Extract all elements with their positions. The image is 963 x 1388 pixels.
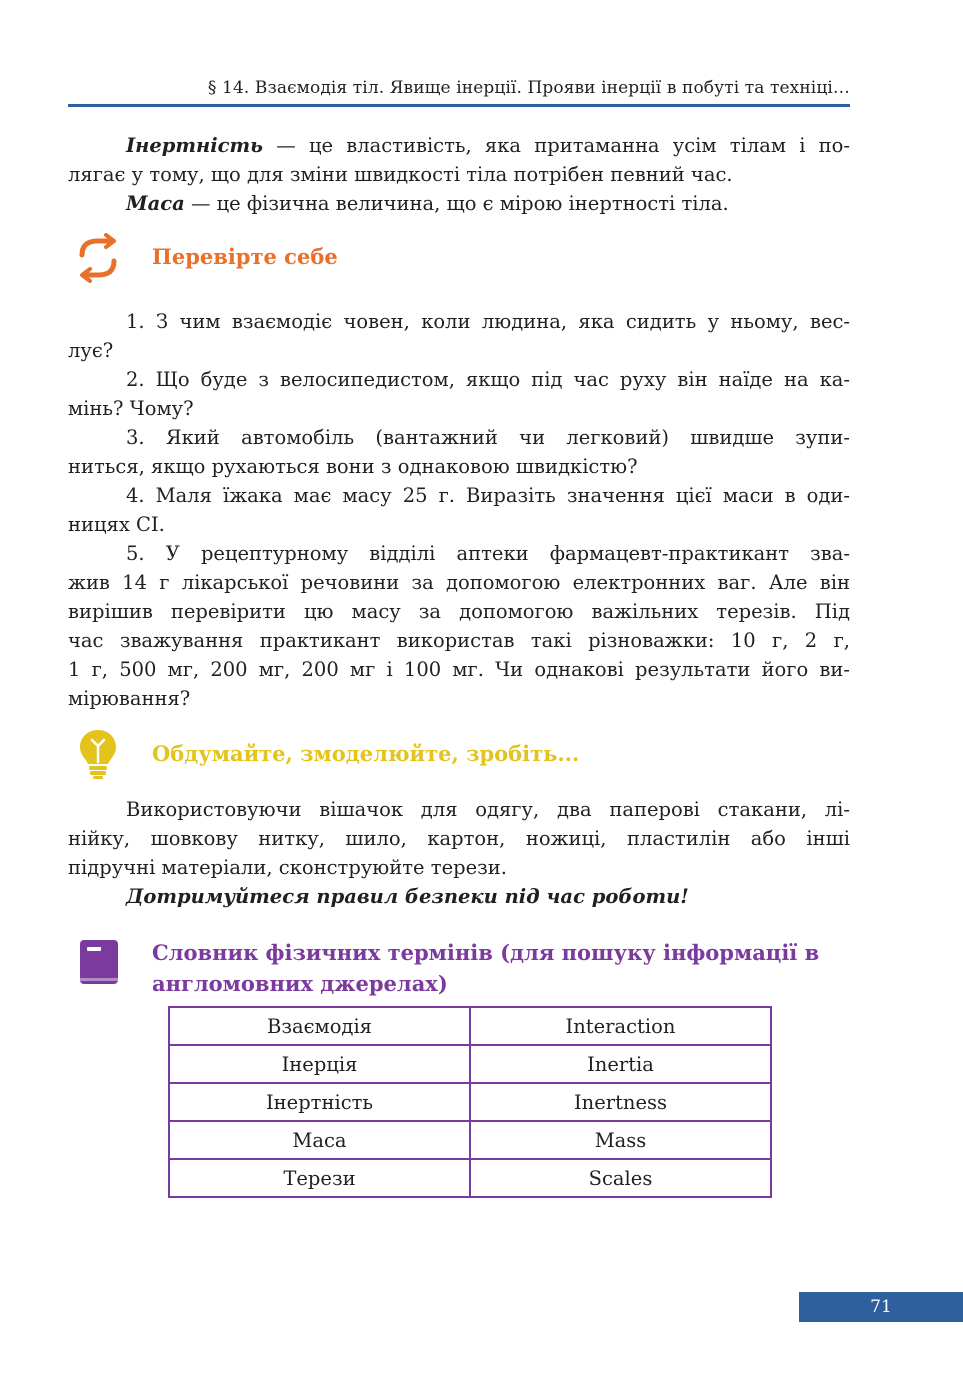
think-line-3: підручні матеріали, сконструюйте терези.	[68, 856, 507, 879]
question-5-line-2: жив 14 г лікарської речовини за допомогою електронних ваг. Але він	[68, 571, 850, 594]
dictionary-title	[152, 937, 852, 999]
table-row	[169, 1159, 771, 1197]
dictionary-title-line-1: Словник фізичних термінів (для пошуку інформації в	[152, 940, 820, 965]
questions-list	[68, 307, 850, 713]
dictionary-table	[168, 1006, 772, 1198]
header-rule	[68, 104, 850, 107]
question-5-line-3: вирішив перевірити цю масу за допомогою важільних терезів. Під	[68, 600, 850, 623]
english-term-cell: Inertia	[470, 1045, 771, 1083]
question-4-line-1: 4. Маля їжака має масу 25 г. Виразіть значення цієї маси в оди-	[126, 484, 850, 507]
question-2-line-2: мінь? Чому?	[68, 397, 194, 420]
inertness-text: — це властивість, яка притаманна усім тілам і по-	[276, 134, 851, 157]
safety-note: Дотримуйтеся правил безпеки під час роботи!	[126, 885, 689, 908]
inertness-line-2: лягає у тому, що для зміни швидкості тіла потрібен певний час.	[68, 163, 733, 186]
question-5-line-4: час зважування практикант використав такі різноважки: 10 г, 2 г,	[68, 629, 850, 652]
mass-term: Маса	[126, 192, 185, 215]
question-4-line-2: ницях СІ.	[68, 513, 165, 536]
english-term-cell: Scales	[470, 1159, 771, 1197]
inertness-term: Інертність	[126, 134, 264, 157]
mass-definition	[68, 189, 850, 218]
question-1-line-1: 1. З чим взаємодіє човен, коли людина, яка сидить у ньому, вес-	[126, 310, 850, 333]
ukrainian-term-cell: Інерція	[169, 1045, 470, 1083]
page-number: 71	[799, 1292, 963, 1322]
ukrainian-term-cell: Інертність	[169, 1083, 470, 1121]
english-term-cell: Mass	[470, 1121, 771, 1159]
inertness-definition	[68, 131, 850, 218]
inertness-line-1	[68, 131, 850, 160]
think-line-2: нійку, шовкову нитку, шило, картон, ножиці, пластилін або інші	[68, 827, 850, 850]
think-task	[68, 795, 850, 911]
table-row	[169, 1007, 771, 1045]
think-title: Обдумайте, змоделюйте, зробіть...	[152, 741, 580, 766]
question-5-line-1: 5. У рецептурному відділі аптеки фармацевт-практикант зва-	[126, 542, 850, 565]
mass-text: — це фізична величина, що є мірою інертності тіла.	[190, 192, 729, 215]
table-row	[169, 1045, 771, 1083]
running-header: § 14. Взаємодія тіл. Явище інерції. Прояви інерції в побуті та техніці…	[207, 78, 850, 98]
cycle-arrows-icon	[72, 233, 124, 283]
question-1-line-2: лує?	[68, 339, 114, 362]
ukrainian-term-cell: Маса	[169, 1121, 470, 1159]
table-row	[169, 1083, 771, 1121]
think-line-1: Використовуючи вішачок для одягу, два паперові стакани, лі-	[126, 798, 850, 821]
lightbulb-icon	[78, 728, 118, 780]
ukrainian-term-cell: Взаємодія	[169, 1007, 470, 1045]
question-3-line-2: ниться, якщо рухаються вони з однаковою швидкістю?	[68, 455, 638, 478]
check-yourself-title: Перевірте себе	[152, 244, 338, 269]
book-icon	[78, 938, 120, 988]
table-row	[169, 1121, 771, 1159]
ukrainian-term-cell: Терези	[169, 1159, 470, 1197]
english-term-cell: Inertness	[470, 1083, 771, 1121]
question-5-line-6: мірювання?	[68, 687, 191, 710]
question-5-line-5: 1 г, 500 мг, 200 мг, 200 мг і 100 мг. Чи однакові результати його ви-	[68, 658, 850, 681]
english-term-cell: Interaction	[470, 1007, 771, 1045]
question-3-line-1: 3. Який автомобіль (вантажний чи легковий) швидше зупи-	[126, 426, 850, 449]
question-2-line-1: 2. Що буде з велосипедистом, якщо під час руху він наїде на ка-	[126, 368, 850, 391]
dictionary-title-line-2: англомовних джерелах)	[152, 971, 448, 996]
